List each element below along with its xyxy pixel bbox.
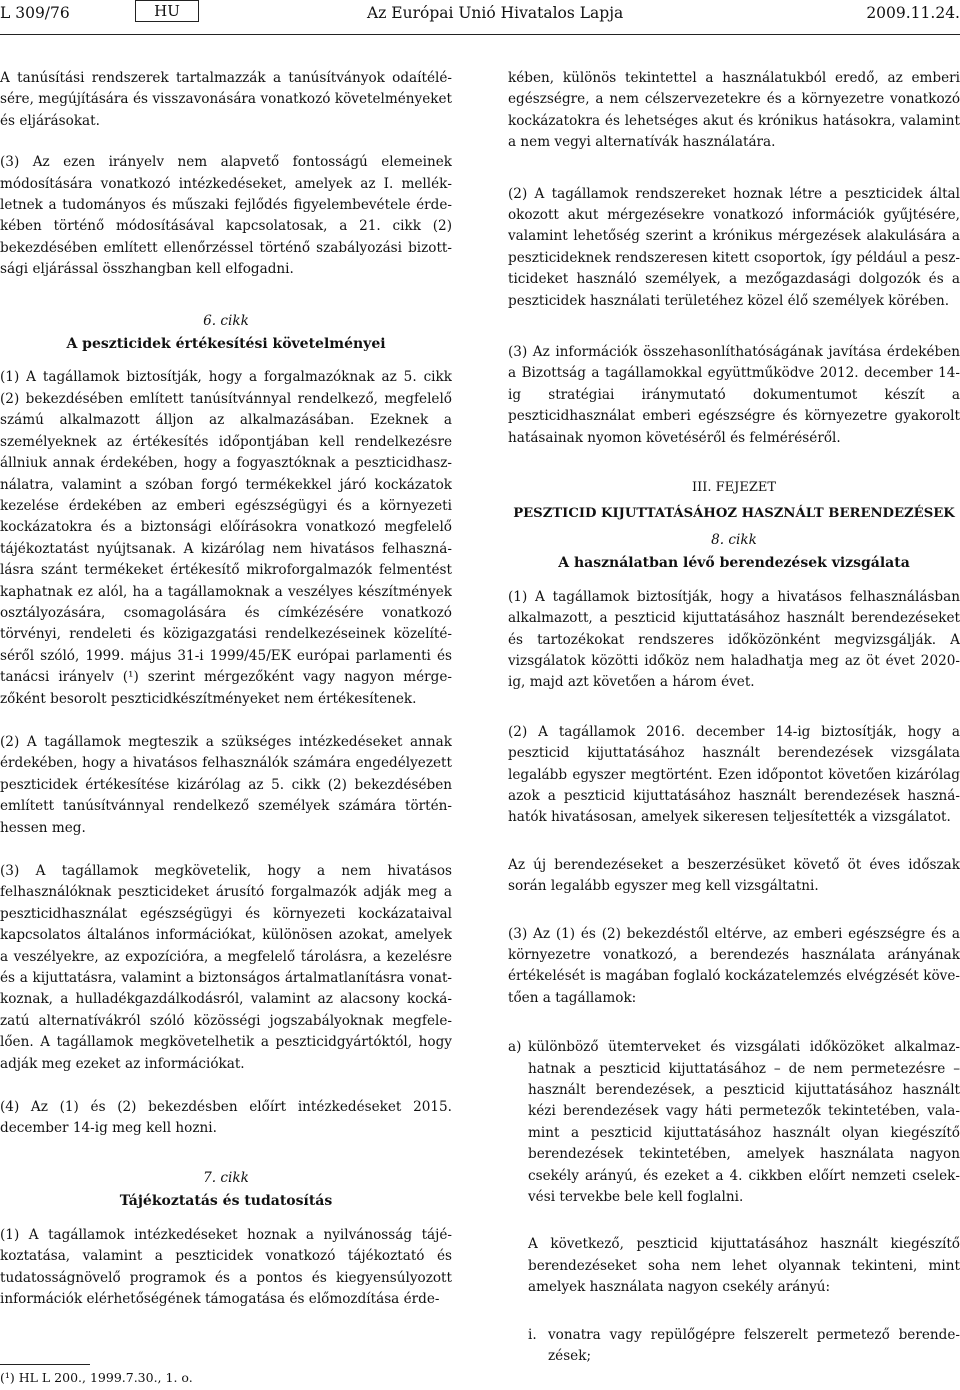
article-number: 6. cikk [203,312,249,329]
list-item-text: vonatra vagy repülőgépre felszerelt permetező berendezések; [548,1326,960,1365]
journal-title: Az Európai Unió Hivatalos Lapja [367,4,624,22]
article-title: Tájékoztatás és tudatosítás [119,1193,333,1210]
paragraph: Az új berendezéseket a beszerzésüket követő öt éves időszak során legalább egyszer meg kell vizsgáltatni. [508,856,960,895]
header-divider [0,34,960,35]
paragraph: A következő, peszticid kijuttatásához használt kiegészítő berendezéseket soha nem lehet olyannak tekinteni, mint amelyek használata nagyon csekély arányú: [528,1236,960,1296]
list-item-text: különböző ütemterveket és vizsgálati időközöket alkalmazhatnak a peszticid kijuttatásához – de nem permetezésre – használt berendezések, a peszticid kijuttatásához használt kézi berendezések vagy háti permetezők tekintetében, valamint a peszticid kijuttatásához használt olyan kiegészítő berendezések tekintetében, amelyek használata nagyon csekély arányú, és ezeket a 4. cikkben előírt nemzeti cselekvési tervekbe bele kell foglalni. [528,1039,960,1206]
list-item [528,1325,960,1368]
paragraph: (3) A tagállamok megkövetelik, hogy a nem hivatásos felhasználóknak peszticideket árusító forgalmazók adják meg a peszticidhasználat egészségügyi és környezeti kockázataival kapcsolatos általános információkat, különösen azokat, amelyek a veszélyekre, az expozícióra, a megfelelő tárolásra, a kezelésre és a kijuttatásra, valamint a biztonságos ártalmatlanításra vonatkoznak, a hulladékgazdálkodásról, valamint az alacsony kockázatú alternatívákról szóló közösségi jogszabályoknak megfelelően. A tagállamok megkövetelhetik a peszticidgyártóktól, hogy adják meg ezeket az információkat. [0,863,452,1072]
paragraph: (3) Az ezen irányelv nem alapvető fontosságú elemeinek módosítására vonatkozó intézkedéseket, amelyek az I. mellékletnek a tudományos és műszaki fejlődés figyelembevétele érdekében történő módosításával kapcsolatosak, a 21. cikk (2) bekezdésében említett ellenőrzéssel történő szabályozási bizottsági eljárással összhangban kell elfogadni. [0,154,452,278]
paragraph: (1) A tagállamok biztosítják, hogy a hivatásos felhasználásban alkalmazott, a peszticid kijuttatásához használt berendezéseket és tartozékokat rendszeres időközönként megvizsgálják. A vizsgálatok közötti időköz nem haladhatja meg az öt évet 2020-ig, majd azt követően a három évet. [508,588,960,691]
page-reference: L 309/76 [0,4,70,22]
list-marker: i. [528,1326,537,1343]
chapter-title: PESZTICID KIJUTTATÁSÁHOZ HASZNÁLT BERENDEZÉSEK [513,505,955,521]
footnote-divider [0,1364,90,1365]
paragraph: (2) A tagállamok megteszik a szükséges intézkedéseket annak érdekében, hogy a hivatásos felhasználók számára engedélyezett peszticidek értékesítése kizárólag az 5. cikk (2) bekezdésében említett tanúsítvánnyal rendelkező személyek számára történhessen meg. [0,733,452,836]
language-badge: HU [135,0,199,22]
article-title: A használatban lévő berendezések vizsgálata [558,555,910,572]
list-marker: a) [508,1039,522,1056]
article-number: 8. cikk [711,531,757,548]
list-item [508,1037,960,1208]
article-title: A peszticidek értékesítési követelményei [66,336,386,353]
paragraph: (4) Az (1) és (2) bekezdésben előírt intézkedéseket 2015. december 14-ig meg kell hozni. [0,1099,452,1137]
paragraph: kében, különös tekintettel a használatukból eredő, az emberi egészségre, a nem célszervezetekre és a környezetre vonatkozó kockázatokra és lehetséges akut és krónikus hatásokra, valamint a nem vegyi alternatívák használatára. [508,70,960,151]
paragraph: (2) A tagállamok 2016. december 14-ig biztosítják, hogy a peszticid kijuttatásához használt berendezések vizsgálata legalább egyszer megtörtént. Ezen időpontot követően kizárólag azok a peszticid kijuttatásához használt berendezések hasznáhatók hivatásosan, amelyek sikeresen teljesítették a vizsgálatot. [508,723,960,826]
chapter-number: III. FEJEZET [691,480,777,496]
paragraph: (3) Az információk összehasonlíthatóságának javítása érdekében a Bizottság a tagállamokkal együttműködve 2012. december 14-ig stratégiai iránymutató dokumentumot készít a peszticidhasználat emberi egészségre és környezetre gyakorolt hatásainak nyomon követéséről és felméréséről. [508,344,960,446]
paragraph: (2) A tagállamok rendszereket hoznak létre a peszticidek által okozott akut mérgezésekre vonatkozó információk gyűjtésére, valamint lehetőség szerint a krónikus mérgezések alakulására a peszticideknek rendszeresen kitett csoportok, így például a peszticideket használó személyek, a mezőgazdasági dolgozók és a peszticidek használati területéhez közel élő személyek körében. [508,185,960,309]
paragraph: A tanúsítási rendszerek tartalmazzák a tanúsítványok odaítélésére, megújítására és visszavonására vonatkozó követelményeket és eljárásokat. [0,70,452,129]
left-column [0,68,452,1390]
article-number: 7. cikk [203,1169,249,1186]
footnote: (¹) HL L 200., 1999.7.30., 1. o. [0,1370,193,1385]
paragraph: (1) A tagállamok biztosítják, hogy a forgalmazóknak az 5. cikk (2) bekezdésében említett tanúsítvánnyal rendelkező, megfelelő számú alkalmazott álljon az alkalmazásában. Ezeknek a személyeknek az értékesítés időpontjában kell rendelkezésre állniuk annak érdekében, hogy a fogyasztóknak a peszticidhasználatra, valamint a szóban forgó termékekkel járó kockázatok kezelése érdekében az emberi egészségügyi és a környezeti kockázatokra és a biztonsági előírásokra vonatkozó megfelelő tájékoztatást nyújtsanak. A kizárólag nem hivatásos felhasználásra szánt termékeket értékesítő mikroforgalmazók felmentést kaphatnak ez alól, ha a tagállamoknak a veszélyes készítmények osztályozására, csomagolására és címkézésére vonatkozó törvényi, rendeleti és közigazgatási rendelkezéseinek közelítéséről szóló, 1999. május 31-i 1999/45/EK európai parlamenti és tanácsi irányelv (¹) szerint mérgezőként vagy nagyon mérgezőként besorolt peszticidkészítményeket nem értékesítenek. [0,369,452,707]
paragraph: (1) A tagállamok intézkedéseket hoznak a nyilvánosság tájékoztatása, valamint a peszticidek vonatkozó tájékoztató és tudatosságnövelő programok és a pontos és kiegyensúlyozott információk elérhetőségének támogatása és előmozdítása érde- [0,1226,452,1307]
right-column [508,68,960,1390]
paragraph: (3) Az (1) és (2) bekezdéstől eltérve, az emberi egészségre és a környezetre vonatkozó, a berendezés használata arányának értékelését is magában foglaló kockázatelemzés elvégzését követően a tagállamok: [508,925,960,1006]
publication-date: 2009.11.24. [866,4,960,22]
